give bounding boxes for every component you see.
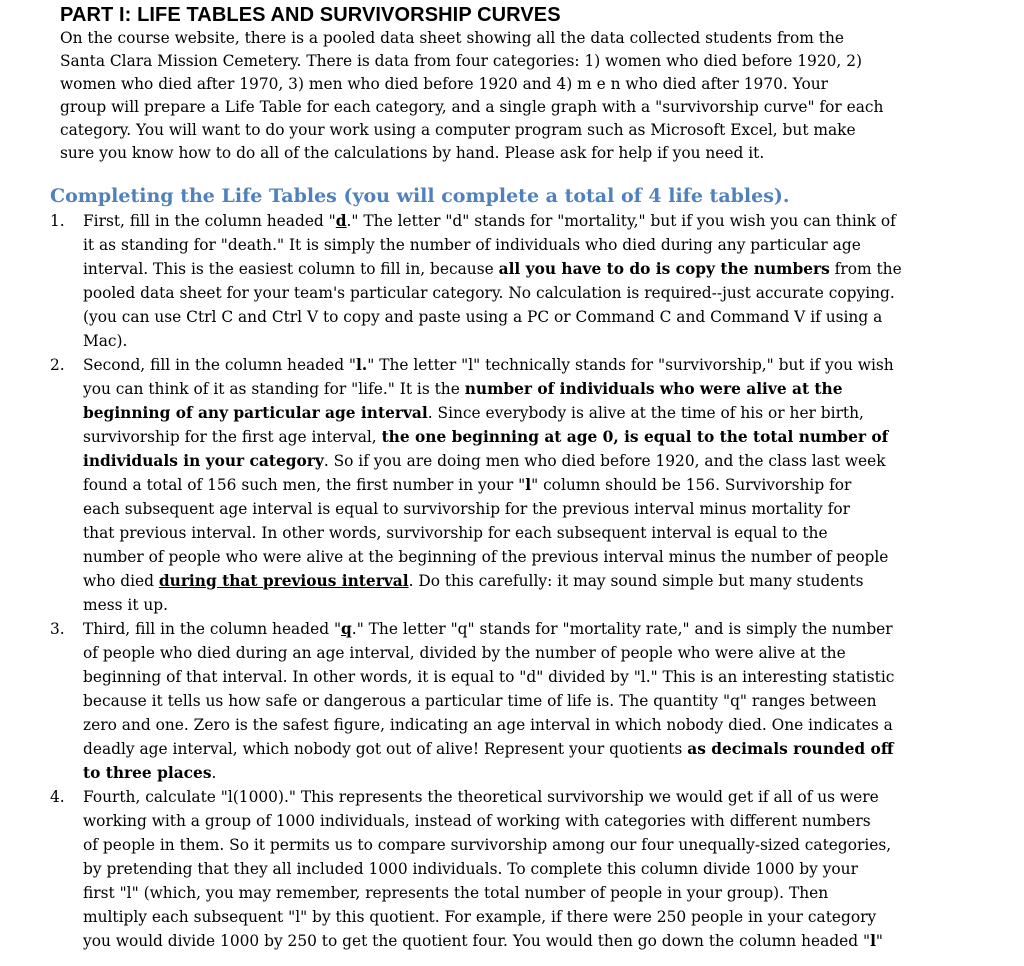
column-label-l: l xyxy=(525,476,532,494)
intro-paragraph: On the course website, there is a pooled data sheet showing all the data collected students from the Santa Clara Mission Cemetery. There is data from four categories: 1) women who died before 1920, 2) women who died after 1970, 3) men who died before 1920 and 4) m e n who died after 1970. Your group will prepare a Life Table for each category, and a single graph with a "survivorship curve" for each category. You will want to do your work using a computer program such as Microsoft Excel, but make sure you know how to do all of the calculations by hand. Please ask for help if you need it. xyxy=(60,29,884,162)
step-text-part: Third, fill in the column headed " xyxy=(83,620,342,638)
step-text-part: Fourth, calculate "l(1000)." This represents the theoretical survivorship we would get if all of us were working with a group of 1000 individuals, instead of working with categories with different numbers of people in them. So it permits us to compare survivorship among our four unequally-sized categories, by pretending that they all included 1000 individuals. To complete this column divide 1000 by your first "l" (which, you may remember, represents the total number of people in your group). Then multiply each subsequent "l" by this quotient. For example, if there were 250 people in your category you would divide 1000 by 250 to get the quotient four. You would then go down the column headed " xyxy=(83,788,892,950)
step-text-part: . So if you are doing men who died before 1920, and the class last week found a total of 156 such men, the first number in your " xyxy=(83,452,886,494)
part-heading: PART I: LIFE TABLES AND SURVIVORSHIP CURVES xyxy=(60,4,561,26)
column-label-l: l xyxy=(870,932,876,950)
step-text xyxy=(83,617,1008,785)
step-number: 3. xyxy=(50,620,65,638)
step-emphasis: as decimals rounded off to three places xyxy=(83,740,894,782)
step-emphasis: the one beginning at age 0, is equal to the total number of individuals in your category xyxy=(83,428,889,470)
step-number: 4. xyxy=(50,788,65,806)
step-underlined-emphasis: during that previous interval xyxy=(158,572,409,590)
step-text xyxy=(83,209,1008,353)
step-emphasis: number of individuals who were alive at the beginning of any particular age interval xyxy=(83,380,843,422)
step-number: 2. xyxy=(50,356,65,374)
step-text-part: . Since everybody is alive at the time of his or her birth, survivorship for the first age interval, xyxy=(83,404,864,446)
step-text-part: ." The letter "q" stands for "mortality rate," and is simply the number of people who died during an age interval, divided by the number of people who were alive at the beginning of that interval. In other words, it is equal to "d" divided by "l." This is an interesting statistic because it tells us how safe or dangerous a particular time of life is. The quantity "q" ranges between zero and one. Zero is the safest figure, indicating an age interval in which nobody died. One indicates a deadly age interval, which nobody got out of alive! Represent your quotients xyxy=(83,620,895,758)
step-item-2 xyxy=(0,353,1010,617)
step-text xyxy=(83,785,1008,953)
step-text-part: First, fill in the column headed " xyxy=(83,212,336,230)
step-emphasis: all you have to do is copy the numbers xyxy=(498,260,830,278)
column-label-d: d xyxy=(335,212,347,230)
column-label-q: q xyxy=(341,620,352,638)
step-text-part: Second, fill in the column headed " xyxy=(83,356,357,374)
step-text-part: ." The letter "d" stands for "mortality," but if you wish you can think of it as standing for "death." It is simply the number of individuals who died during any particular age interval. This is the easiest column to fill in, because xyxy=(83,212,896,278)
step-text-part: . Do this carefully: it may sound simple but many students mess it up. xyxy=(83,572,864,614)
step-text-part: " xyxy=(875,932,884,950)
steps-list xyxy=(0,209,1010,953)
section-title: Completing the Life Tables (you will complete a total of 4 life tables). xyxy=(50,185,790,207)
step-text-part: from the pooled data sheet for your team's particular category. No calculation is required--just accurate copying. (you can use Ctrl C and Ctrl V to copy and paste using a PC or Command C and Command V if using a Mac). xyxy=(83,260,902,350)
step-item-1 xyxy=(0,209,1010,353)
step-text-part: " column should be 156. Survivorship for each subsequent age interval is equal to survivorship for the previous interval minus mortality for that previous interval. In other words, survivorship for each subsequent interval is equal to the number of people who were alive at the beginning of the previous interval minus the number of people who died xyxy=(83,476,889,590)
step-text xyxy=(83,353,1008,617)
step-text-part: . xyxy=(211,764,217,782)
step-item-4 xyxy=(0,785,1010,953)
step-text-part: " The letter "l" technically stands for "survivorship," but if you wish you can think of it as standing for "life." It is the xyxy=(83,356,894,398)
step-item-3 xyxy=(0,617,1010,785)
column-label-l: l. xyxy=(356,356,368,374)
step-number: 1. xyxy=(50,212,65,230)
